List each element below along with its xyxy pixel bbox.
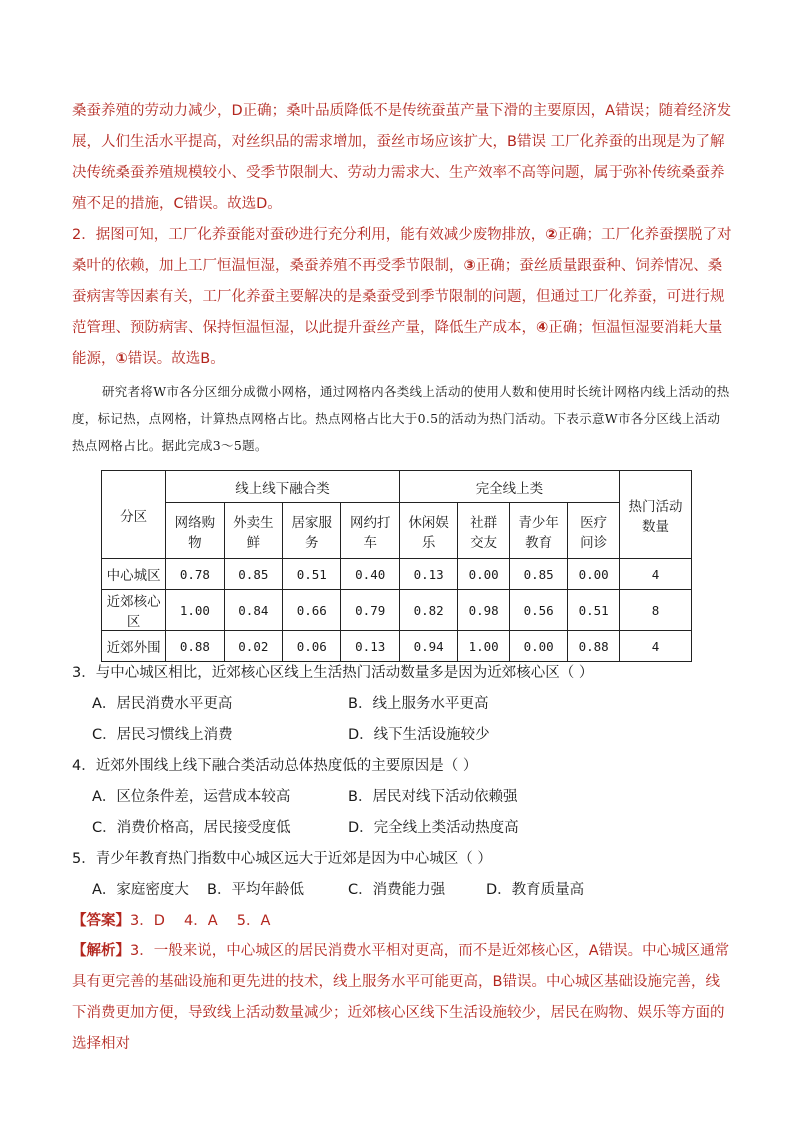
- table-cell: 0.40: [341, 559, 399, 590]
- prev-analysis-paragraph-1: [72, 96, 732, 220]
- answer-label: 【答案】: [72, 913, 130, 929]
- question-3-option-b[interactable]: B．线上服务水平更高: [348, 696, 489, 712]
- table-cell: 1.00: [166, 590, 224, 631]
- table-cell-hot: 8: [619, 590, 691, 631]
- question-3-option-a[interactable]: A．居民消费水平更高: [92, 696, 233, 712]
- question-5-option-a[interactable]: A．家庭密度大: [92, 882, 189, 898]
- table-cell: 0.13: [341, 631, 399, 662]
- answer-line: [72, 911, 270, 931]
- answer-text: 3．D 4．A 5．A: [130, 913, 271, 929]
- table-cell: 0.00: [509, 631, 567, 662]
- question-3-option-c[interactable]: C．居民习惯线上消费: [92, 727, 233, 743]
- table-cell: 0.51: [568, 590, 620, 631]
- analysis-paragraph: [72, 936, 732, 1060]
- table-cell-hot: 4: [619, 559, 691, 590]
- table-cell: 0.78: [166, 559, 224, 590]
- table-cell: 0.51: [283, 559, 341, 590]
- table-cell: 0.00: [568, 559, 620, 590]
- question-5-option-d[interactable]: D．教育质量高: [486, 882, 585, 898]
- table-cell: 0.98: [458, 590, 510, 631]
- row-label: 近郊外围: [102, 631, 166, 662]
- header-hot-count: 热门活动数量: [619, 471, 691, 559]
- analysis-label: 【解析】: [72, 943, 130, 959]
- table-row: [102, 631, 692, 662]
- subheader: 外卖生鲜: [224, 503, 282, 559]
- circled-number: ①: [115, 351, 128, 367]
- table-cell: 0.06: [283, 631, 341, 662]
- subheader: 网络购物: [166, 503, 224, 559]
- row-label: 近郊核心区: [102, 590, 166, 631]
- table-cell: 0.85: [224, 559, 282, 590]
- table-cell: 0.02: [224, 631, 282, 662]
- table-cell: 0.84: [224, 590, 282, 631]
- table-row: [102, 559, 692, 590]
- subheader: 青少年教育: [509, 503, 567, 559]
- table-cell: 1.00: [458, 631, 510, 662]
- header-group-fully-online: 完全线上类: [399, 471, 619, 503]
- prev-analysis-text-1: 桑蚕养殖的劳动力减少，D正确；桑叶品质降低不是传统蚕茧产量下滑的主要原因，A错误；随着经济发展，人们生活水平提高，对丝织品的需求增加，蚕丝市场应该扩大，B错误 工厂化养蚕的出现是为了解决传统桑蚕养殖规模较小、受季节限制大、劳动力需求大、生产效率不高等问题，属于弥补传统桑蚕养殖不足的措施，C错误。故选D。: [72, 103, 732, 212]
- table-row: [102, 590, 692, 631]
- table-cell: 0.85: [509, 559, 567, 590]
- question-4-option-b[interactable]: B．居民对线下活动依赖强: [348, 789, 518, 805]
- header-district: 分区: [102, 471, 166, 559]
- analysis-segment: 错误。故选B。: [127, 351, 225, 367]
- analysis-text: 3．一般来说，中心城区的居民消费水平相对更高，而不是近郊核心区，A错误。中心城区通常具有更完善的基础设施和更先进的技术，线上服务水平可能更高，B错误。中心城区基础设施完善，线下消费更加方便，导致线上活动数量减少；近郊核心区线下生活设施较少，居民在购物、娱乐等方面的选择相对: [72, 943, 730, 1052]
- question-3-option-d[interactable]: D．线下生活设施较少: [348, 727, 490, 743]
- table-cell: 0.88: [568, 631, 620, 662]
- circled-number: ④: [536, 320, 549, 336]
- question-4-option-d[interactable]: D．完全线上类活动热度高: [348, 820, 519, 836]
- table-cell: 0.94: [399, 631, 457, 662]
- table-cell: 0.82: [399, 590, 457, 631]
- table-cell: 0.00: [458, 559, 510, 590]
- subheader: 医疗问诊: [568, 503, 620, 559]
- subheader: 休闲娱乐: [399, 503, 457, 559]
- subheader: 网约打车: [341, 503, 399, 559]
- question-5-option-b[interactable]: B．平均年龄低: [207, 882, 304, 898]
- table-cell-hot: 4: [619, 631, 691, 662]
- table-cell: 0.13: [399, 559, 457, 590]
- analysis-segment: 正确；蚕丝质量跟蚕种、饲养情况、桑蚕病害等因素有关，工厂化养蚕主要解决的是桑蚕受到季节限制的问题，但通过工厂化养蚕，可进行规范管理、预防病害、保持恒温恒湿，以此提升蚕丝产量，降低生产成本，: [72, 258, 725, 336]
- prev-analysis-paragraph-2: [72, 220, 732, 375]
- question-3-stem: 3．与中心城区相比，近郊核心区线上生活热门活动数量多是因为近郊核心区（ ）: [72, 665, 594, 681]
- question-intro: 研究者将W市各分区细分成微小网格，通过网格内各类线上活动的使用人数和使用时长统计网格内线上活动的热度，标记热，点网格，计算热点网格占比。热点网格占比大于0.5的活动为热门活动。下表示意W市各分区线上活动热点网格占比。据此完成3～5题。: [72, 384, 730, 453]
- analysis-segment: 正确；恒温恒湿要消耗大量能源，: [72, 320, 723, 367]
- analysis-segment: 2．据图可知，工厂化养蚕能对蚕砂进行充分利用，能有效减少废物排放，: [72, 227, 546, 243]
- question-5-stem: 5．青少年教育热门指数中心城区远大于近郊是因为中心城区（ ）: [72, 851, 492, 867]
- question-4-option-c[interactable]: C．消费价格高，居民接受度低: [92, 820, 291, 836]
- table-cell: 0.88: [166, 631, 224, 662]
- question-4-option-a[interactable]: A．区位条件差，运营成本较高: [92, 789, 291, 805]
- analysis-segment: 正确；工厂化养蚕摆脱了对桑叶的依赖，加上工厂恒温恒湿，桑蚕养殖不再受季节限制，: [72, 227, 732, 274]
- question-5-option-c[interactable]: C．消费能力强: [348, 882, 446, 898]
- header-group-online-offline: 线上线下融合类: [166, 471, 400, 503]
- subheader: 居家服务: [283, 503, 341, 559]
- question-4-stem: 4．近郊外围线上线下融合类活动总体热度低的主要原因是（ ）: [72, 758, 478, 774]
- row-label: 中心城区: [102, 559, 166, 590]
- table-cell: 0.56: [509, 590, 567, 631]
- table-cell: 0.79: [341, 590, 399, 631]
- circled-number: ③: [463, 258, 476, 274]
- hotspot-table: [101, 470, 692, 662]
- circled-number: ②: [545, 227, 558, 243]
- subheader: 社群交友: [458, 503, 510, 559]
- table-cell: 0.66: [283, 590, 341, 631]
